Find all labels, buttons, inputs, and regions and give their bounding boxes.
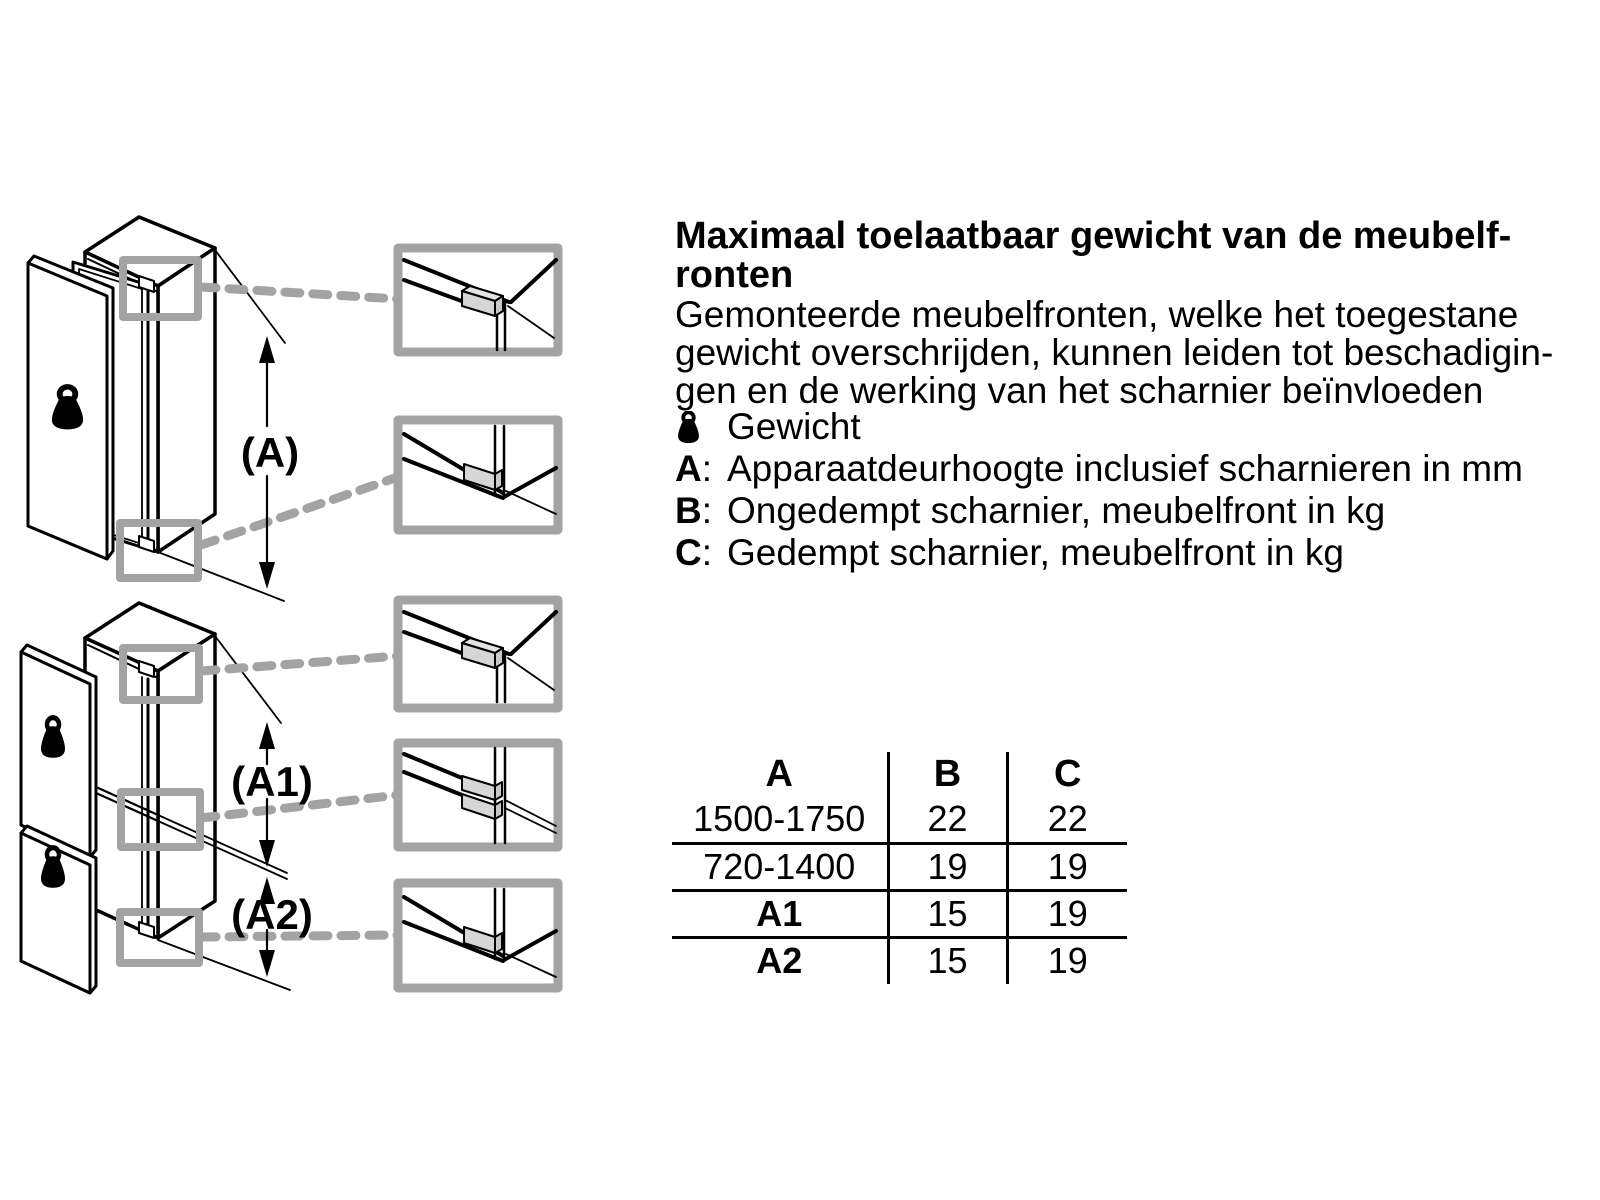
cabinet-side-face — [158, 248, 215, 552]
hinge-detail-top — [398, 600, 558, 708]
leader-dashed-line — [201, 287, 398, 299]
weight-icon — [675, 406, 727, 453]
legend-row-a — [675, 448, 1523, 490]
legend-key: A: — [675, 448, 713, 489]
leader-dashed-line — [201, 656, 398, 671]
double-door-diagram — [21, 600, 558, 993]
cell-b: 15 — [888, 937, 1007, 984]
single-door-diagram — [28, 217, 558, 601]
installation-diagrams — [0, 0, 620, 1020]
arrowhead-down-icon — [259, 840, 275, 867]
cell-c: 19 — [1007, 843, 1127, 890]
legend-key: B: — [675, 490, 713, 531]
table-header-row — [672, 752, 1127, 796]
legend — [675, 406, 1523, 574]
cell-a: A1 — [672, 890, 888, 937]
cell-b: 15 — [888, 890, 1007, 937]
body-line: gen en de werking van het scharnier beïnvloeden — [675, 370, 1484, 411]
body-line: gewicht overschrijden, kunnen leiden tot beschadigin- — [675, 332, 1554, 373]
cell-c: 19 — [1007, 890, 1127, 937]
legend-row-b — [675, 490, 1523, 532]
legend-label: Gedempt scharnier, meubelfront in kg — [727, 532, 1344, 573]
legend-row-weight — [675, 406, 1523, 448]
dimension-a1 — [231, 722, 313, 867]
arrowhead-down-icon — [259, 950, 275, 977]
hinge-detail-middle — [398, 743, 558, 847]
cell-c: 22 — [1007, 796, 1127, 843]
table-row — [672, 843, 1127, 890]
dimension-a — [241, 336, 299, 589]
legend-label: Ongedempt scharnier, meubelfront in kg — [727, 490, 1386, 531]
title-line: ronten — [675, 254, 794, 296]
dimension-label-a1: (A1) — [231, 758, 313, 805]
body-text — [675, 296, 1553, 410]
leader-dashed-line — [201, 477, 398, 545]
legend-row-c — [675, 532, 1523, 574]
furniture-front-panel-upper — [21, 645, 96, 857]
weight-table — [672, 752, 1127, 984]
table-row — [672, 890, 1127, 937]
column-header-b: B — [888, 752, 1007, 796]
arrowhead-up-icon — [259, 722, 275, 749]
title-line: Maximaal toelaatbaar gewicht van de meubelf- — [675, 215, 1512, 257]
cabinet-side-face — [158, 634, 215, 938]
legend-key: C: — [675, 532, 713, 573]
hinge-detail-bottom — [398, 883, 558, 988]
body-line: Gemonteerde meubelfronten, welke het toegestane — [675, 294, 1519, 335]
cell-a: 1500-1750 — [672, 796, 888, 843]
page-title — [675, 217, 1511, 295]
furniture-front-panel — [28, 256, 113, 559]
cell-c: 19 — [1047, 940, 1088, 982]
cell-b: 22 — [888, 796, 1007, 843]
hinge-detail-bottom — [398, 420, 558, 530]
dimension-label-a2: (A2) — [231, 891, 313, 938]
table-row — [672, 796, 1127, 843]
legend-label: Gewicht — [727, 406, 861, 447]
table-row — [672, 937, 1127, 984]
hinge-detail-top — [398, 248, 558, 352]
cell-b: 19 — [888, 843, 1007, 890]
dimension-a2 — [231, 877, 313, 977]
column-header-a: A — [765, 752, 793, 795]
cell-a: 720-1400 — [672, 843, 888, 890]
cell-a: A2 — [756, 940, 803, 982]
legend-label: Apparaatdeurhoogte inclusief scharnieren in mm — [727, 448, 1523, 489]
column-header-c: C — [1054, 752, 1082, 795]
dimension-label-a: (A) — [240, 429, 300, 476]
arrowhead-down-icon — [259, 562, 275, 589]
arrowhead-up-icon — [259, 336, 275, 363]
